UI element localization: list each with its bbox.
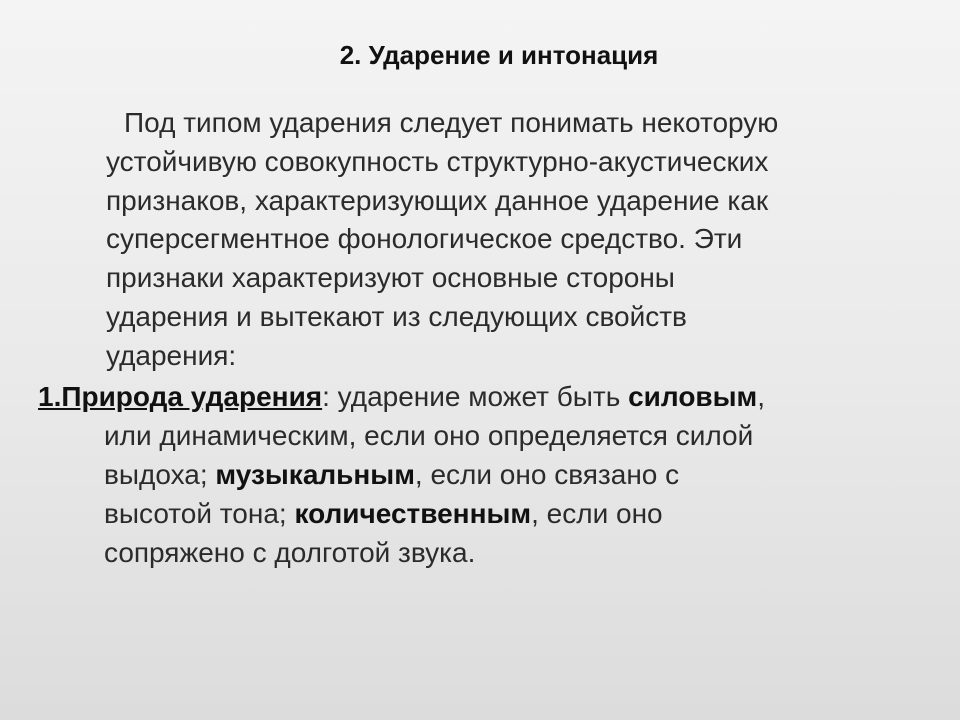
item-line: или динамическим, если оно определяется силой — [104, 420, 754, 451]
intro-paragraph — [106, 104, 906, 376]
list-item-stress-nature — [38, 377, 918, 572]
intro-line: ударения и вытекают из следующих свойств — [106, 300, 687, 332]
item-text: , если оно — [531, 498, 663, 529]
item-line — [38, 377, 918, 416]
item-line: сопряжено с долготой звука. — [104, 537, 476, 568]
item-text: выдоха; — [104, 459, 216, 490]
term-musical: музыкальным — [215, 459, 415, 490]
slide-title: 2. Ударение и интонация — [339, 40, 659, 70]
item-text: , если оно связано с — [414, 459, 680, 490]
intro-line: признаки характеризуют основные стороны — [106, 262, 675, 294]
item-text: высотой тона; — [104, 498, 295, 529]
term-quantitative: количественным — [294, 498, 532, 529]
intro-line: признаков, характеризующих данное ударение как — [106, 184, 769, 216]
item-text: , — [757, 381, 766, 412]
intro-line: устойчивую совокупность структурно-акустических — [106, 145, 769, 177]
intro-line: суперсегментное фонологическое средство. Эти — [106, 223, 743, 255]
term-dynamic: силовым — [628, 381, 758, 412]
item-heading: 1.Природа ударения — [38, 381, 323, 412]
item-line — [38, 455, 918, 494]
item-text: : ударение может быть — [322, 381, 629, 412]
item-line — [38, 494, 918, 533]
intro-line: ударения: — [106, 339, 237, 371]
intro-line: Под типом ударения следует понимать некоторую — [124, 107, 779, 138]
